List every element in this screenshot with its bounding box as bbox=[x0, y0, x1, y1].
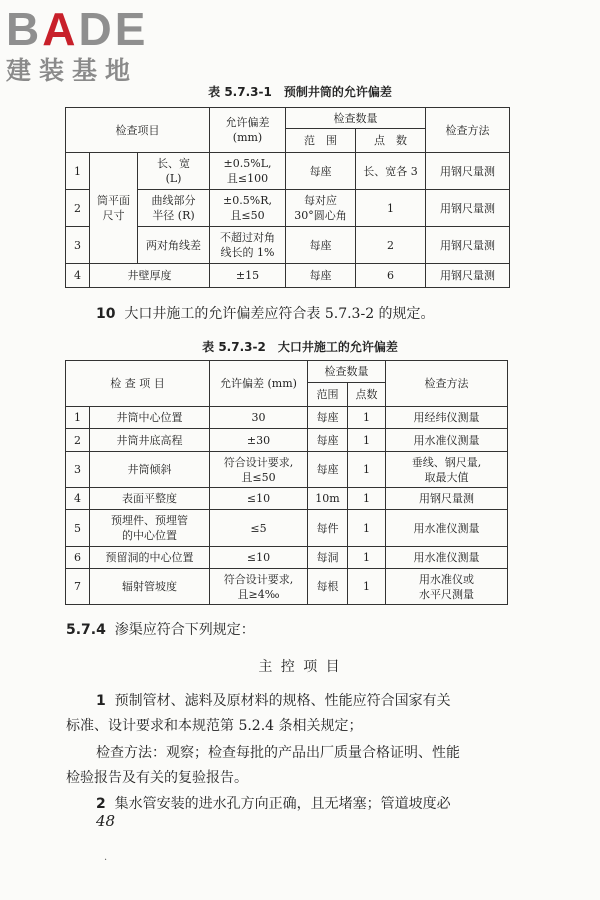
header-points: 点数 bbox=[348, 383, 386, 407]
paragraph-10: 10 大口井施工的允许偏差应符合表 5.7.3-2 的规定。 bbox=[96, 306, 435, 322]
table2-title: 表 5.7.3-2 大口井施工的允许偏差 bbox=[202, 340, 398, 354]
table-5-7-3-2 bbox=[65, 360, 508, 605]
table-row: 3 两对角线差 不超过对角 线长的 1% 每座 2 用钢尺量测 bbox=[66, 227, 510, 264]
logo-wordmark: BADE bbox=[6, 3, 149, 55]
table-5-7-3-1 bbox=[65, 107, 510, 288]
header-method: 检查方法 bbox=[426, 108, 510, 153]
logo-chinese: 建装基地 bbox=[6, 56, 139, 85]
table1-title: 表 5.7.3-1 预制井筒的允许偏差 bbox=[208, 85, 392, 99]
group-label: 筒平面 尺寸 bbox=[90, 153, 138, 264]
header-method: 检查方法 bbox=[386, 361, 508, 407]
table-row: 4 表面平整度 ≤10 10m 1 用钢尺量测 bbox=[66, 488, 508, 510]
header-item: 检查项目 bbox=[66, 108, 210, 153]
header-tolerance: 允许偏差 (mm) bbox=[210, 361, 308, 407]
subheading-main-control: 主 控 项 目 bbox=[258, 659, 342, 675]
item-1: 1 预制管材、滤料及原材料的规格、性能应符合国家有关 bbox=[96, 693, 451, 709]
page-mark: · bbox=[104, 855, 108, 866]
table-row: 1 筒平面 尺寸 长、宽 (L) ±0.5%L, 且≤100 每座 长、宽各 3 用钢尺量测 bbox=[66, 153, 510, 190]
watermark-logo bbox=[6, 4, 148, 86]
table-row: 5 预埋件、预埋管 的中心位置 ≤5 每件 1 用水准仪测量 bbox=[66, 510, 508, 547]
table-row: 6 预留洞的中心位置 ≤10 每洞 1 用水准仪测量 bbox=[66, 547, 508, 569]
header-item: 检 查 项 目 bbox=[66, 361, 210, 407]
page-number: 48 bbox=[96, 812, 116, 830]
table-row: 2 曲线部分 半径 (R) ±0.5%R, 且≤50 每对应 30°圆心角 1 用钢尺量测 bbox=[66, 190, 510, 227]
item-1-continued: 标准、设计要求和本规范第 5.2.4 条相关规定； bbox=[66, 718, 363, 734]
header-quantity: 检查数量 bbox=[286, 108, 426, 129]
table-row: 2 井筒井底高程 ±30 每座 1 用水准仪测量 bbox=[66, 429, 508, 452]
inspection-method-continued: 检验报告及有关的复验报告。 bbox=[66, 770, 248, 786]
inspection-method: 检查方法：观察；检查每批的产品出厂质量合格证明、性能 bbox=[96, 745, 460, 761]
header-range: 范 围 bbox=[286, 129, 356, 153]
table-row: 3 井筒倾斜 符合设计要求, 且≤50 每座 1 垂线、钢尺量, 取最大值 bbox=[66, 452, 508, 488]
table-row: 1 井筒中心位置 30 每座 1 用经纬仪测量 bbox=[66, 407, 508, 429]
header-quantity: 检查数量 bbox=[308, 361, 386, 383]
header-tolerance: 允许偏差 (mm) bbox=[210, 108, 286, 153]
header-range: 范围 bbox=[308, 383, 348, 407]
section-5-7-4: 5.7.4 渗渠应符合下列规定： bbox=[66, 622, 255, 638]
table-row: 4 井壁厚度 ±15 每座 6 用钢尺量测 bbox=[66, 264, 510, 288]
item-2: 2 集水管安装的进水孔方向正确，且无堵塞；管道坡度必 bbox=[96, 796, 451, 812]
header-points: 点 数 bbox=[356, 129, 426, 153]
table-row: 7 辐射管坡度 符合设计要求, 且≥4‰ 每根 1 用水准仪或 水平尺测量 bbox=[66, 569, 508, 605]
